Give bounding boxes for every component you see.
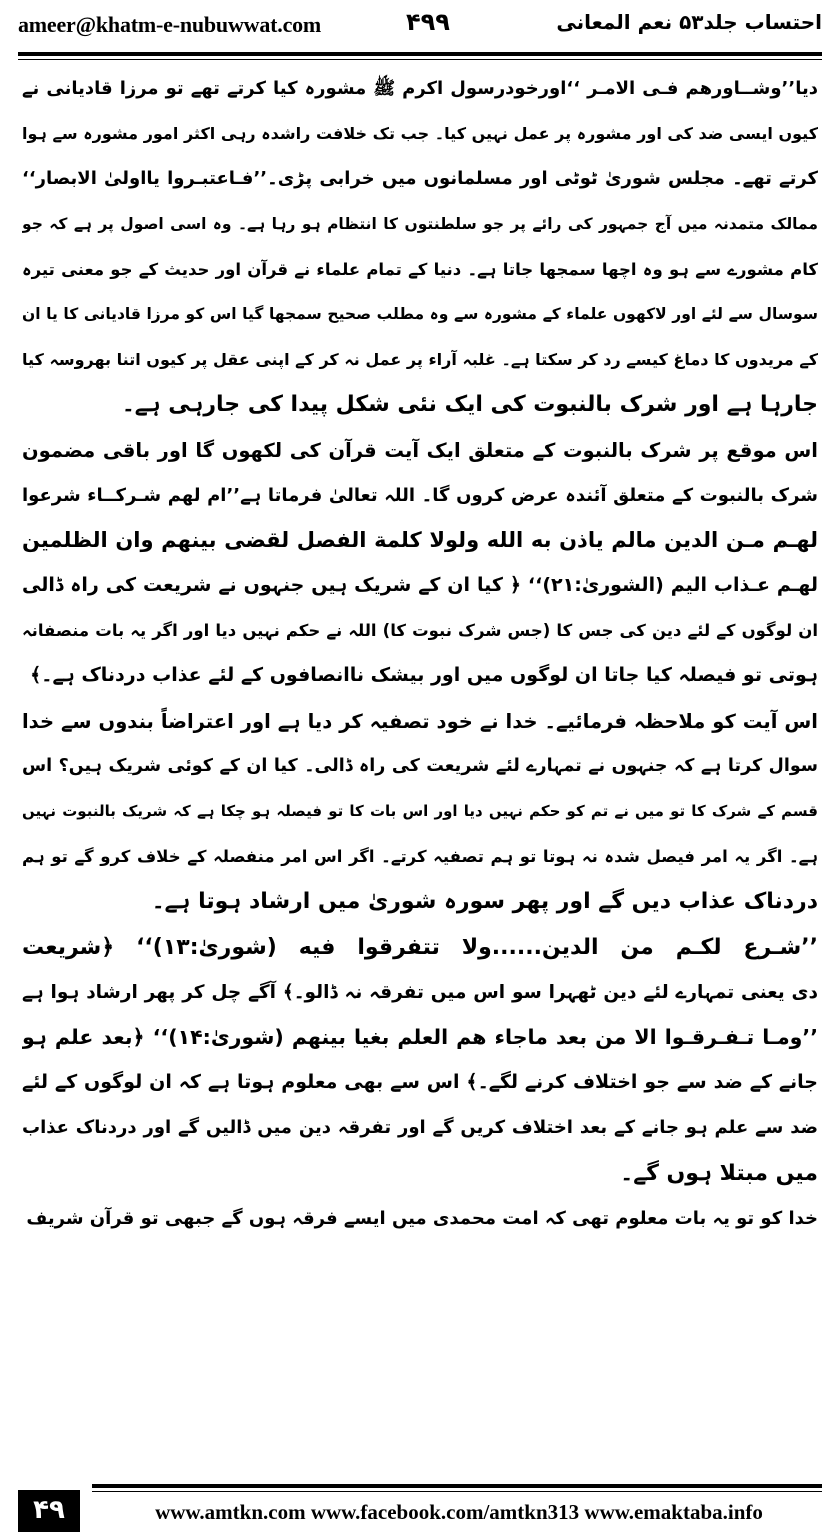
footer-page-number: ۴۹ [18,1490,80,1532]
text-line: ’’ومـا تـفـرقـوا الا من بعد ماجاء هم العلم بغيا بينهم (شوریٰ:۱۴)‘‘ ﴿بعد علم ہو [22,1024,818,1049]
text-line: میں مبتلا ہوں گے۔ [620,1160,818,1186]
page-header [18,8,822,48]
text-line: کرتے تھے۔ مجلس شوریٰ ٹوٹی اور مسلمانوں میں خرابی پڑی۔’’فـاعتبـروا یااولیٰ الابصار‘‘ [22,168,818,190]
text-line: قسم کے شرک کا تو میں نے تم کو حکم نہیں دیا اور اس بات کا تو فیصلہ ہو چکا ہے کہ شریک بالنبوت نہیں [22,802,818,820]
text-line: جارہا ہے اور شرک بالنبوت کی ایک نئی شکل پیدا کی جارہی ہے۔ [121,392,818,418]
text-line: اس موقع پر شرک بالنبوت کے متعلق ایک آیت قرآن کی لکھوں گا اور باقی مضمون [22,438,818,462]
header-email: ameer@khatm-e-nubuwwat.com [18,12,322,37]
text-line: لهـم مـن الدين مالم ياذن به الله ولولا كلمة الفصل لقضى بينهم وان الظلمين [22,527,818,552]
text-line: کیوں ایسی ضد کی اور مشورہ پر عمل نہیں کیا۔ جب تک خلافت راشدہ رہی اکثر امور مشورہ سے ہوا [22,124,818,144]
text-line: دیا’’وشــاورهم فـی الامـر ‘‘اورخودرسول اکرم ﷺ مشورہ کیا کرتے تھے تو مرزا قادیانی نے [22,78,818,99]
text-line: سوسال سے لئے اور لاکھوں علماء کے مشورہ سے وہ مطلب صحیح سمجھا گیا اس کو مرزا قادیانی کا یا ان [22,304,818,323]
text-line: ضد سے علم ہو جانے کے بعد اختلاف کریں گے اور تفرقہ دین میں ڈالیں گے اور دردناک عذاب [22,1117,818,1139]
text-line: دی یعنی تمہارے لئے دین ٹھہرا سو اس میں تفرقہ نہ ڈالو۔﴾ آگے چل کر پھر ارشاد ہوا ہے [22,981,818,1003]
text-line: کام مشورے سے ہو وہ اچھا سمجھا جاتا ہے۔ دنیا کے تمام علماء نے قرآن اور حدیث کے جو معنی تیرہ [22,259,818,279]
text-line: ہوتی تو فیصلہ کیا جاتا ان لوگوں میں اور بیشک ناانصافوں کے لئے عذاب دردناک ہے۔﴾ [30,664,818,687]
text-line: شرک بالنبوت کے متعلق آئندہ عرض کروں گا۔ اللہ تعالیٰ فرماتا ہے’’ام لهم شـركــاء شرعوا [22,484,818,506]
text-line: کے مریدوں کا دماغ کیسے رد کر سکتا ہے۔ غلبہ آراء پر عمل نہ کر کے اپنی عقل پر کیوں اتنا بھروسہ کیا [22,350,818,370]
text-line: ممالک متمدنہ میں آج جمہور کی رائے پر جو سلطنتوں کا انتظام ہو رہا ہے۔ وہ اسی اصول پر ہے کہ جو [22,214,818,233]
text-line: ان لوگوں کے لئے دین کی جس کا (جس شرک نبوت کا) اللہ نے حکم نہیں دیا اور اگر یہ بات منصفانہ [22,621,818,641]
text-line: سوال کرتا ہے کہ جنہوں نے تمہارے لئے شریعت کی راہ ڈالی۔ کیا ان کے کوئی شریک ہیں؟ اس [22,755,818,776]
body-text [22,66,818,1470]
text-line: جانے کے ضد سے جو اختلاف کرنے لگے۔﴾ اس سے بھی معلوم ہوتا ہے کہ ان لوگوں کے لئے [22,1071,818,1094]
text-line: ہے۔ اگر یہ امر فیصل شدہ نہ ہوتا تو ہم تصفیہ کرتے۔ اگر اس امر منفصلہ کے خلاف کرو گے تو ہم [22,847,818,867]
text-line: لهـم عـذاب اليم (الشوریٰ:۲۱)‘‘ ﴿ کیا ان کے شریک ہیں جنہوں نے شریعت کی راہ ڈالی [22,574,818,597]
text-line: اس آیت کو ملاحظہ فرمائیے۔ خدا نے خود تصفیہ کر دیا ہے اور اعتراضاً بندوں سے خدا [22,709,818,733]
header-page-number: ۴۹۹ [406,8,450,36]
page-footer [18,1484,822,1540]
text-line: دردناک عذاب دیں گے اور پھر سورہ شوریٰ میں ارشاد ہوتا ہے۔ [151,889,818,915]
header-rule-thick [18,52,822,56]
footer-rule-thick [92,1484,822,1488]
text-line: خدا کو تو یہ بات معلوم تھی کہ امت محمدی میں ایسے فرقہ ہوں گے جبھی تو قرآن شریف [26,1207,818,1229]
footer-links: www.amtkn.com www.facebook.com/amtkn313 www.emaktaba.info [155,1500,763,1524]
header-title: احتساب جلد۵۳ نعم المعانی [556,10,822,34]
text-line: ’’شـرع لكـم من الدين......ولا تتفرقوا فيه (شوریٰ:۱۳)‘‘ ﴿شریعت [22,934,818,960]
header-rule-thin [18,59,822,60]
footer-rule-thin [92,1491,822,1492]
